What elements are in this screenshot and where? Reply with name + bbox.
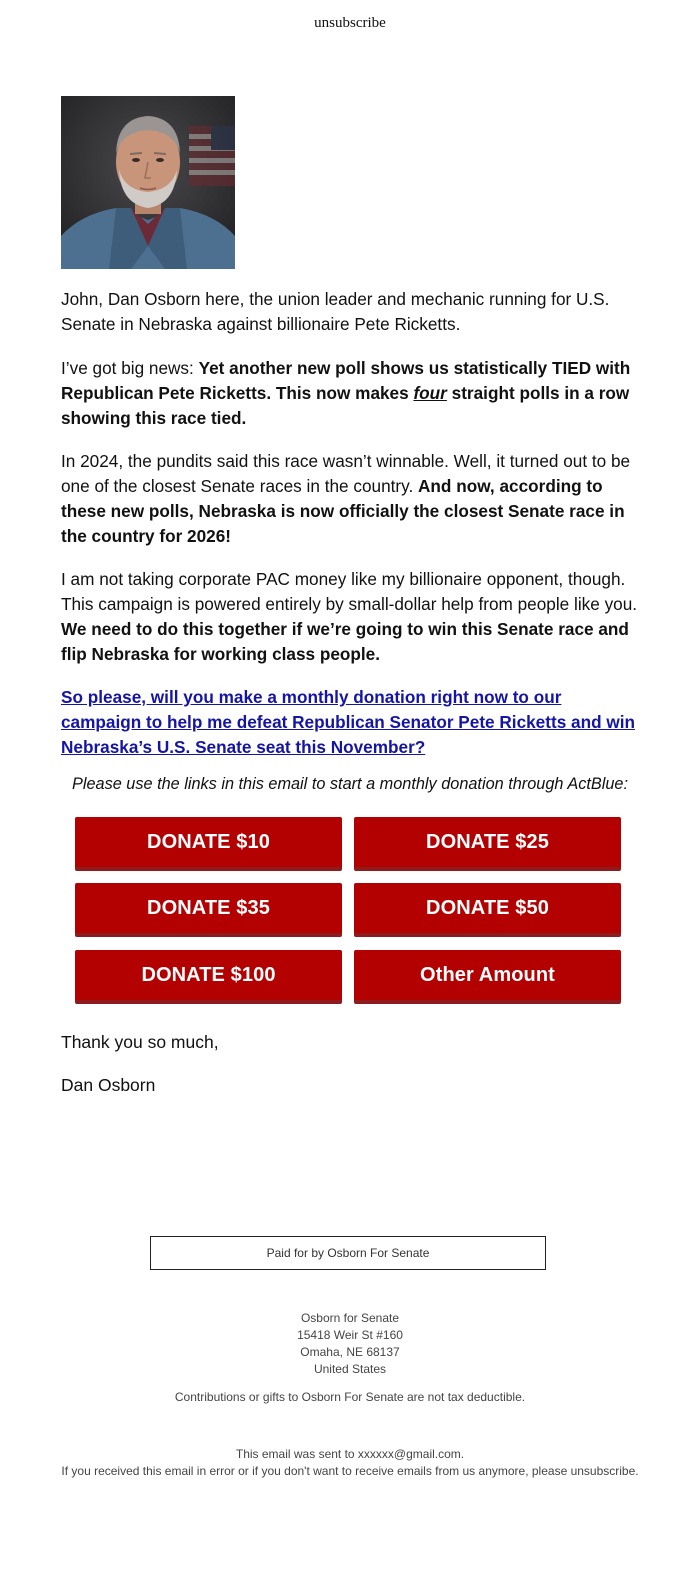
poll-news-paragraph xyxy=(61,356,641,431)
intro-paragraph: John, Dan Osborn here, the union leader and mechanic running for U.S. Senate in Nebraska against billionaire Pete Ricketts. xyxy=(61,289,610,334)
tax-deductible-note: Contributions or gifts to Osborn For Senate are not tax deductible. xyxy=(174,1390,526,1404)
closest-race-lead: In 2024, the pundits said this race wasn’t winnable. Well, it turned out to be one of the closest Senate races in the country. xyxy=(61,451,631,496)
donate-50-button[interactable]: DONATE $50 xyxy=(354,883,621,937)
small-dollar-bold: We need to do this together if we’re going to win this Senate race and flip Nebraska for working class people. xyxy=(61,619,629,664)
footer-address-country: United States xyxy=(313,1362,387,1376)
donate-35-button[interactable]: DONATE $35 xyxy=(75,883,342,937)
closest-race-bold: And now, according to these new polls, Nebraska is now officially the closest Senate race in the country for 2026! xyxy=(61,476,625,546)
signature: Dan Osborn xyxy=(61,1075,156,1095)
poll-news-emphasis: four xyxy=(413,383,447,403)
small-dollar-paragraph xyxy=(61,567,641,667)
actblue-note xyxy=(0,775,700,794)
sent-to-note: This email was sent to xxxxxx@gmail.com. xyxy=(235,1447,465,1461)
donation-ask-paragraph xyxy=(61,685,641,760)
poll-news-bold-2: straight polls in a row showing this race tied. xyxy=(61,383,630,428)
paid-for-text: Paid for by Osborn For Senate xyxy=(266,1246,430,1260)
donate-100-button[interactable]: DONATE $100 xyxy=(75,950,342,1004)
other-amount-button[interactable]: Other Amount xyxy=(354,950,621,1004)
monthly-donation-link[interactable]: So please, will you make a monthly donation right now to our campaign to help me defeat Republican Senator Pete Ricketts and win Nebraska’s U.S. Senate seat this November? xyxy=(61,687,636,757)
poll-news-bold-1: Yet another new poll shows us statistically TIED with Republican Pete Ricketts. This now makes xyxy=(61,358,631,403)
unsubscribe-link[interactable]: unsubscribe xyxy=(314,15,386,31)
footer-address-name: Osborn for Senate xyxy=(300,1311,400,1325)
candidate-photo xyxy=(61,96,235,269)
small-dollar-lead: I am not taking corporate PAC money like my billionaire opponent, though. This campaign is powered entirely by small-dollar help from people like you. xyxy=(61,569,638,614)
donate-25-button[interactable]: DONATE $25 xyxy=(354,817,621,871)
footer-address-city: Omaha, NE 68137 xyxy=(300,1345,400,1359)
unsubscribe-note: If you received this email in error or if you don't want to receive emails from us anymore, please unsubscribe. xyxy=(61,1464,639,1478)
paid-for-disclaimer xyxy=(150,1236,546,1270)
closest-race-paragraph xyxy=(61,449,641,549)
footer-address-street: 15418 Weir St #160 xyxy=(297,1328,403,1342)
poll-news-lead: I’ve got big news: xyxy=(61,358,199,378)
donate-10-button[interactable]: DONATE $10 xyxy=(75,817,342,871)
closing-thanks: Thank you so much, xyxy=(61,1032,219,1052)
actblue-note-text: Please use the links in this email to start a monthly donation through ActBlue: xyxy=(72,775,628,793)
